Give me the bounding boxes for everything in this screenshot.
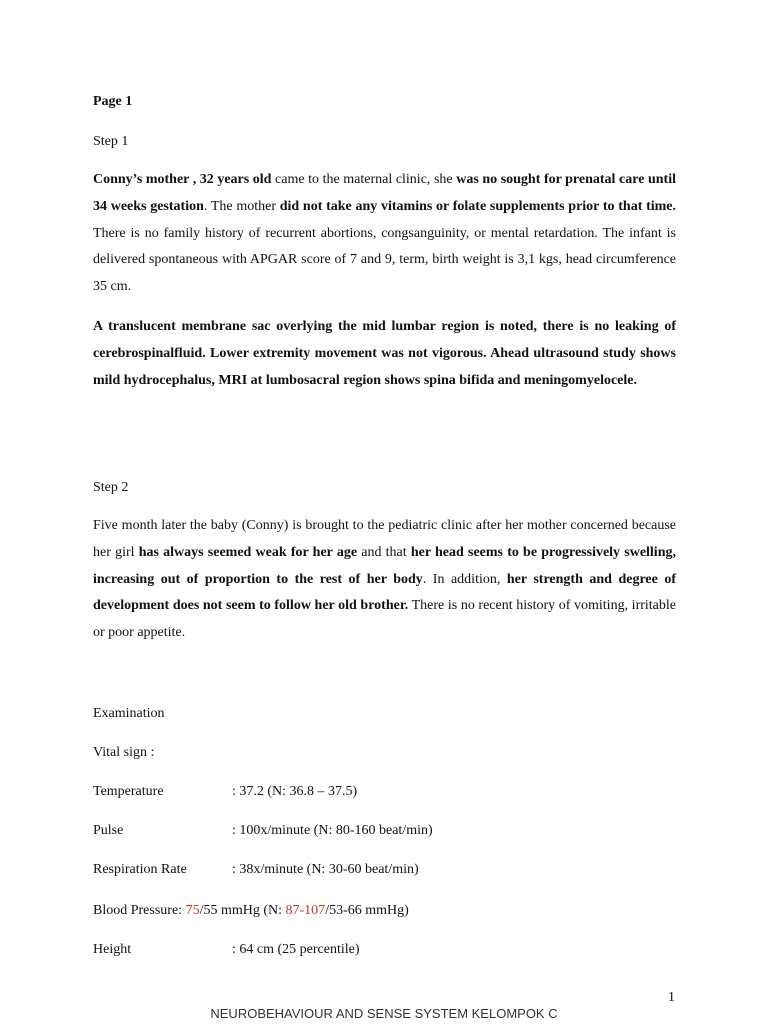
vital-label: Height [93, 942, 132, 957]
vital-value: : 64 cm (25 percentile) [232, 942, 360, 957]
blood-pressure-normal-rest: /53-66 mmHg) [325, 903, 409, 918]
step2-paragraph [93, 513, 676, 647]
step2-run: her strength and degree of development does not seem to follow her old brother. [93, 571, 676, 614]
step1-p1-run: Conny’s mother , 32 years old [93, 172, 272, 187]
blood-pressure-label: Blood Pressure: [93, 903, 186, 918]
vital-row-blood-pressure [93, 901, 676, 921]
step1-heading: Step 1 [93, 134, 129, 149]
blood-pressure-diastolic: /55 mmHg (N: [199, 903, 286, 918]
step2-run: Five month later the baby (Conny) is brought to the pediatric clinic after her mother concerned because her girl [93, 518, 676, 560]
examination-heading: Examination [93, 706, 165, 721]
step1-paragraph-2 [93, 314, 676, 394]
step2-run: There is no recent history of vomiting, irritable or poor appetite. [93, 598, 676, 641]
blood-pressure-systolic: 75 [185, 903, 200, 918]
step2-run: her head seems to be progressively swelling, increasing out of proportion to the rest of her body [93, 544, 676, 587]
vital-value: : 38x/minute (N: 30-60 beat/min) [232, 862, 419, 877]
step1-p1-run: did not take any vitamins or folate supplements prior to that time. [279, 198, 677, 214]
page-footer: NEUROBEHAVIOUR AND SENSE SYSTEM KELOMPOK C [210, 1006, 558, 1021]
page-number: 1 [668, 990, 675, 1005]
vital-label: Pulse [93, 823, 124, 838]
step1-p1-run: . The mother [203, 198, 280, 214]
vital-value: : 37.2 (N: 36.8 – 37.5) [232, 784, 358, 799]
step2-run: and that [357, 544, 411, 560]
blood-pressure-normal-systolic: 87-107 [285, 903, 326, 918]
vital-value: : 100x/minute (N: 80-160 beat/min) [232, 823, 433, 838]
step2-run: has always seemed weak for her age [138, 544, 358, 560]
step1-p1-run: There is no family history of recurrent abortions, congsanguinity, or mental retardation. The infant is delivered spontaneous with APGAR score of 7 and 9, term, birth weight is 3,1 kgs, head circumference 35 cm. [93, 225, 676, 295]
step2-heading: Step 2 [93, 480, 129, 495]
step2-run: . In addition, [422, 571, 507, 587]
step1-p2-run: A translucent membrane sac overlying the mid lumbar region is noted, there is no leaking of cerebrospinalfluid. Lower extremity movement was not vigorous. Ahead ultrasound study shows mild hydrocephalus, MRI at lumbosacral region shows spina bifida and meningomyelocele. [93, 319, 676, 388]
page-label: Page 1 [93, 94, 133, 109]
step1-p1-run: came to the maternal clinic, she [271, 172, 457, 187]
vital-label: Respiration Rate [93, 862, 187, 877]
step1-paragraph-1 [93, 167, 676, 301]
vital-sign-heading: Vital sign : [93, 745, 155, 760]
vital-label: Temperature [93, 784, 164, 799]
step1-p1-run: was no sought for prenatal care until 34 weeks gestation [93, 172, 676, 214]
